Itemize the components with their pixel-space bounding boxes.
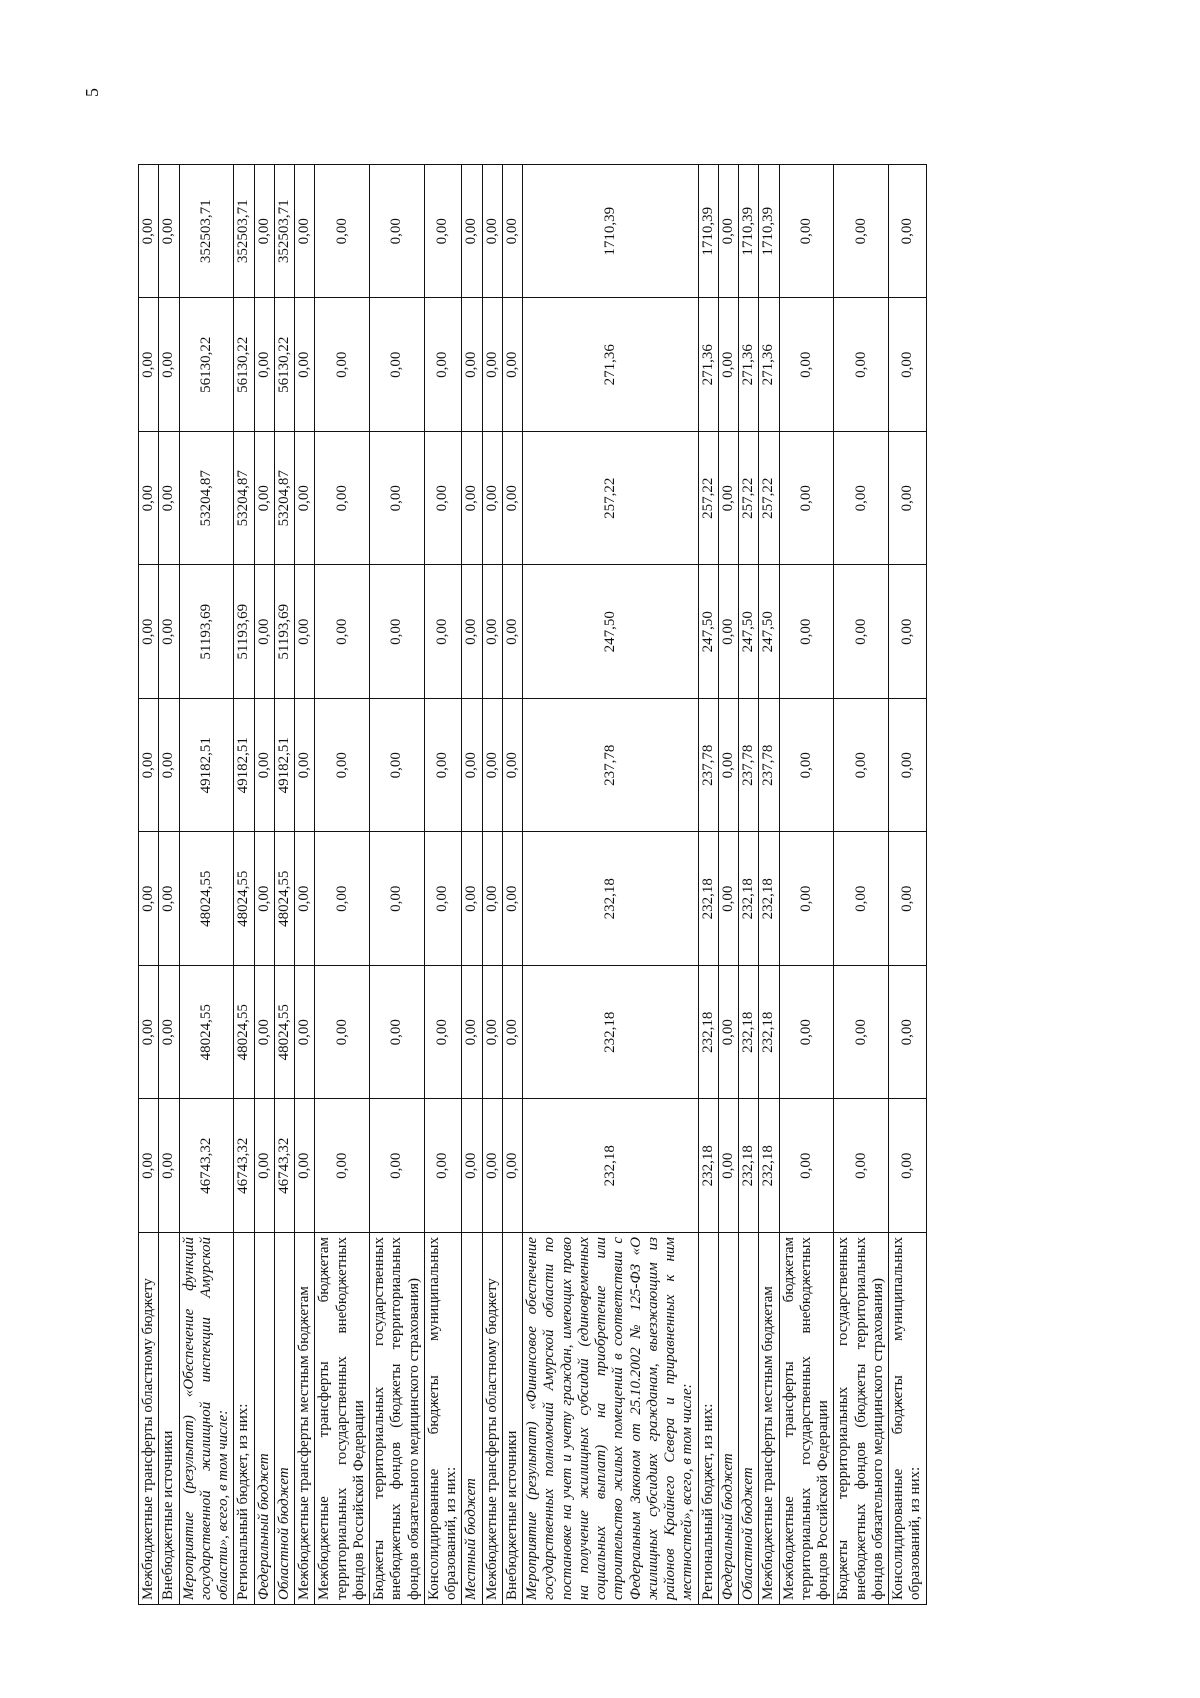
value-cell: 48024,55 bbox=[179, 966, 234, 1100]
value-cell: 0,00 bbox=[889, 565, 927, 699]
value-cell: 0,00 bbox=[370, 699, 425, 833]
value-cell: 0,00 bbox=[315, 432, 370, 566]
value-cell: 0,00 bbox=[295, 832, 315, 966]
value-cell: 0,00 bbox=[482, 432, 502, 566]
value-cell: 0,00 bbox=[424, 565, 462, 699]
value-cell: 0,00 bbox=[462, 565, 482, 699]
value-cell: 0,00 bbox=[370, 432, 425, 566]
value-cell: 1710,39 bbox=[523, 165, 699, 299]
value-cell: 0,00 bbox=[482, 298, 502, 432]
value-cell: 232,18 bbox=[523, 1099, 699, 1233]
value-cell: 0,00 bbox=[424, 699, 462, 833]
row-label: Областной бюджет bbox=[274, 1233, 294, 1605]
value-cell: 0,00 bbox=[502, 165, 522, 299]
value-cell: 56130,22 bbox=[234, 298, 254, 432]
table-row bbox=[759, 165, 779, 1605]
value-cell: 53204,87 bbox=[234, 432, 254, 566]
value-cell: 56130,22 bbox=[179, 298, 234, 432]
value-cell: 0,00 bbox=[159, 165, 179, 299]
value-cell: 0,00 bbox=[295, 298, 315, 432]
table-row bbox=[698, 165, 718, 1605]
value-cell: 0,00 bbox=[159, 1099, 179, 1233]
value-cell: 0,00 bbox=[779, 966, 834, 1100]
value-cell: 0,00 bbox=[295, 1099, 315, 1233]
value-cell: 0,00 bbox=[370, 966, 425, 1100]
row-label: Мероприятие (результат) «Финансовое обеспечение государственных полномочий Амурской области по постановке на учет и учету граждан, имеющих право на получение жилищных субсидий (единовременных социальных выплат) на приобретение или строительство жилых помещений в соответствии с Федеральным Законом от 25.10.2002 № 125-ФЗ «О жилищных субсидиях гражданам, выезжающим из районов Крайнего Севера и приравненных к ним местностей», всего, в том числе: bbox=[523, 1233, 699, 1605]
value-cell: 247,50 bbox=[698, 565, 718, 699]
row-label: Межбюджетные трансферты местным бюджетам bbox=[295, 1233, 315, 1605]
value-cell: 0,00 bbox=[718, 298, 738, 432]
table-row bbox=[502, 165, 522, 1605]
value-cell: 49182,51 bbox=[274, 699, 294, 833]
value-cell: 0,00 bbox=[254, 966, 274, 1100]
value-cell: 232,18 bbox=[523, 832, 699, 966]
value-cell: 0,00 bbox=[502, 432, 522, 566]
value-cell: 0,00 bbox=[462, 1099, 482, 1233]
value-cell: 0,00 bbox=[482, 1099, 502, 1233]
value-cell: 0,00 bbox=[482, 832, 502, 966]
value-cell: 0,00 bbox=[462, 432, 482, 566]
value-cell: 0,00 bbox=[779, 699, 834, 833]
value-cell: 232,18 bbox=[698, 1099, 718, 1233]
value-cell: 0,00 bbox=[482, 966, 502, 1100]
value-cell: 247,50 bbox=[759, 565, 779, 699]
value-cell: 48024,55 bbox=[274, 966, 294, 1100]
value-cell: 0,00 bbox=[159, 298, 179, 432]
value-cell: 0,00 bbox=[779, 165, 834, 299]
value-cell: 0,00 bbox=[139, 298, 159, 432]
value-cell: 0,00 bbox=[315, 699, 370, 833]
value-cell: 46743,32 bbox=[179, 1099, 234, 1233]
value-cell: 48024,55 bbox=[179, 832, 234, 966]
value-cell: 0,00 bbox=[315, 832, 370, 966]
value-cell: 232,18 bbox=[523, 966, 699, 1100]
row-label: Бюджеты территориальных государственных внебюджетных фондов (бюджеты территориальных фондов обязательного медицинского страхования) bbox=[834, 1233, 889, 1605]
value-cell: 0,00 bbox=[139, 432, 159, 566]
table-row bbox=[179, 165, 234, 1605]
table-row bbox=[254, 165, 274, 1605]
value-cell: 0,00 bbox=[370, 298, 425, 432]
value-cell: 0,00 bbox=[502, 832, 522, 966]
value-cell: 0,00 bbox=[779, 832, 834, 966]
value-cell: 0,00 bbox=[502, 699, 522, 833]
value-cell: 0,00 bbox=[295, 966, 315, 1100]
value-cell: 247,50 bbox=[739, 565, 759, 699]
value-cell: 237,78 bbox=[523, 699, 699, 833]
row-label: Региональный бюджет, из них: bbox=[234, 1233, 254, 1605]
value-cell: 0,00 bbox=[254, 832, 274, 966]
value-cell: 232,18 bbox=[739, 966, 759, 1100]
value-cell: 56130,22 bbox=[274, 298, 294, 432]
table-row bbox=[424, 165, 462, 1605]
value-cell: 0,00 bbox=[424, 298, 462, 432]
value-cell: 53204,87 bbox=[179, 432, 234, 566]
value-cell: 271,36 bbox=[523, 298, 699, 432]
value-cell: 0,00 bbox=[834, 966, 889, 1100]
value-cell: 1710,39 bbox=[698, 165, 718, 299]
value-cell: 257,22 bbox=[739, 432, 759, 566]
value-cell: 0,00 bbox=[834, 165, 889, 299]
row-label: Внебюджетные источники bbox=[159, 1233, 179, 1605]
value-cell: 0,00 bbox=[834, 1099, 889, 1233]
row-label: Межбюджетные трансферты областному бюджету bbox=[482, 1233, 502, 1605]
value-cell: 0,00 bbox=[502, 565, 522, 699]
value-cell: 0,00 bbox=[462, 298, 482, 432]
value-cell: 0,00 bbox=[139, 165, 159, 299]
table-row bbox=[139, 165, 159, 1605]
row-label: Мероприятие (результат) «Обеспечение функций государственной жилищной инспекции Амурской области», всего, в том числе: bbox=[179, 1233, 234, 1605]
value-cell: 48024,55 bbox=[234, 966, 254, 1100]
value-cell: 0,00 bbox=[370, 1099, 425, 1233]
table-row bbox=[834, 165, 889, 1605]
row-label: Областной бюджет bbox=[739, 1233, 759, 1605]
value-cell: 49182,51 bbox=[234, 699, 254, 833]
value-cell: 247,50 bbox=[523, 565, 699, 699]
value-cell: 0,00 bbox=[462, 165, 482, 299]
value-cell: 232,18 bbox=[759, 1099, 779, 1233]
value-cell: 0,00 bbox=[159, 832, 179, 966]
table-row bbox=[295, 165, 315, 1605]
value-cell: 0,00 bbox=[315, 298, 370, 432]
value-cell: 0,00 bbox=[159, 432, 179, 566]
value-cell: 0,00 bbox=[254, 432, 274, 566]
budget-table-body bbox=[139, 165, 927, 1605]
value-cell: 0,00 bbox=[718, 966, 738, 1100]
value-cell: 0,00 bbox=[889, 432, 927, 566]
value-cell: 0,00 bbox=[254, 1099, 274, 1233]
value-cell: 0,00 bbox=[424, 966, 462, 1100]
value-cell: 0,00 bbox=[424, 165, 462, 299]
table-row bbox=[889, 165, 927, 1605]
value-cell: 46743,32 bbox=[234, 1099, 254, 1233]
value-cell: 0,00 bbox=[718, 565, 738, 699]
value-cell: 257,22 bbox=[759, 432, 779, 566]
value-cell: 257,22 bbox=[698, 432, 718, 566]
table-row bbox=[739, 165, 759, 1605]
value-cell: 0,00 bbox=[424, 832, 462, 966]
value-cell: 232,18 bbox=[759, 832, 779, 966]
value-cell: 49182,51 bbox=[179, 699, 234, 833]
value-cell: 0,00 bbox=[254, 565, 274, 699]
value-cell: 0,00 bbox=[159, 699, 179, 833]
value-cell: 0,00 bbox=[139, 966, 159, 1100]
value-cell: 0,00 bbox=[370, 832, 425, 966]
value-cell: 0,00 bbox=[834, 832, 889, 966]
table-row bbox=[370, 165, 425, 1605]
value-cell: 0,00 bbox=[315, 966, 370, 1100]
value-cell: 51193,69 bbox=[234, 565, 254, 699]
value-cell: 48024,55 bbox=[234, 832, 254, 966]
row-label: Внебюджетные источники bbox=[502, 1233, 522, 1605]
value-cell: 0,00 bbox=[462, 966, 482, 1100]
value-cell: 0,00 bbox=[295, 432, 315, 566]
row-label: Консолидированные бюджеты муниципальных образований, из них: bbox=[889, 1233, 927, 1605]
value-cell: 51193,69 bbox=[179, 565, 234, 699]
value-cell: 48024,55 bbox=[274, 832, 294, 966]
value-cell: 0,00 bbox=[718, 1099, 738, 1233]
value-cell: 237,78 bbox=[698, 699, 718, 833]
value-cell: 0,00 bbox=[779, 1099, 834, 1233]
value-cell: 0,00 bbox=[139, 699, 159, 833]
value-cell: 0,00 bbox=[370, 165, 425, 299]
value-cell: 0,00 bbox=[139, 1099, 159, 1233]
value-cell: 0,00 bbox=[779, 298, 834, 432]
value-cell: 0,00 bbox=[502, 1099, 522, 1233]
rotated-table-container bbox=[138, 165, 924, 1605]
value-cell: 0,00 bbox=[315, 565, 370, 699]
value-cell: 0,00 bbox=[462, 832, 482, 966]
value-cell: 0,00 bbox=[159, 565, 179, 699]
value-cell: 0,00 bbox=[889, 832, 927, 966]
table-row bbox=[718, 165, 738, 1605]
value-cell: 0,00 bbox=[718, 699, 738, 833]
value-cell: 0,00 bbox=[834, 565, 889, 699]
value-cell: 232,18 bbox=[698, 966, 718, 1100]
row-label: Региональный бюджет, из них: bbox=[698, 1233, 718, 1605]
table-row bbox=[462, 165, 482, 1605]
value-cell: 352503,71 bbox=[274, 165, 294, 299]
row-label: Федеральный бюджет bbox=[718, 1233, 738, 1605]
value-cell: 0,00 bbox=[834, 699, 889, 833]
value-cell: 0,00 bbox=[779, 432, 834, 566]
row-label: Консолидированные бюджеты муниципальных образований, из них: bbox=[424, 1233, 462, 1605]
table-row bbox=[159, 165, 179, 1605]
value-cell: 271,36 bbox=[759, 298, 779, 432]
value-cell: 237,78 bbox=[739, 699, 759, 833]
table-row bbox=[274, 165, 294, 1605]
value-cell: 0,00 bbox=[139, 832, 159, 966]
value-cell: 352503,71 bbox=[234, 165, 254, 299]
table-row bbox=[779, 165, 834, 1605]
value-cell: 0,00 bbox=[482, 565, 502, 699]
value-cell: 0,00 bbox=[159, 966, 179, 1100]
value-cell: 0,00 bbox=[295, 565, 315, 699]
value-cell: 0,00 bbox=[424, 432, 462, 566]
budget-table bbox=[138, 164, 927, 1605]
table-row bbox=[523, 165, 699, 1605]
value-cell: 53204,87 bbox=[274, 432, 294, 566]
row-label: Межбюджетные трансферты местным бюджетам bbox=[759, 1233, 779, 1605]
value-cell: 0,00 bbox=[295, 699, 315, 833]
value-cell: 0,00 bbox=[139, 565, 159, 699]
table-row bbox=[234, 165, 254, 1605]
value-cell: 232,18 bbox=[739, 1099, 759, 1233]
value-cell: 0,00 bbox=[834, 432, 889, 566]
value-cell: 0,00 bbox=[834, 298, 889, 432]
value-cell: 0,00 bbox=[718, 832, 738, 966]
row-label: Межбюджетные трансферты бюджетам территориальных государственных внебюджетных фондов Российской Федерации bbox=[779, 1233, 834, 1605]
value-cell: 0,00 bbox=[315, 1099, 370, 1233]
value-cell: 257,22 bbox=[523, 432, 699, 566]
value-cell: 0,00 bbox=[424, 1099, 462, 1233]
value-cell: 0,00 bbox=[315, 165, 370, 299]
value-cell: 0,00 bbox=[779, 565, 834, 699]
value-cell: 1710,39 bbox=[759, 165, 779, 299]
value-cell: 352503,71 bbox=[179, 165, 234, 299]
value-cell: 0,00 bbox=[370, 565, 425, 699]
row-label: Бюджеты территориальных государственных внебюджетных фондов (бюджеты территориальных фондов обязательного медицинского страхования) bbox=[370, 1233, 425, 1605]
row-label: Федеральный бюджет bbox=[254, 1233, 274, 1605]
value-cell: 232,18 bbox=[759, 966, 779, 1100]
value-cell: 0,00 bbox=[254, 699, 274, 833]
value-cell: 232,18 bbox=[739, 832, 759, 966]
value-cell: 51193,69 bbox=[274, 565, 294, 699]
value-cell: 0,00 bbox=[889, 298, 927, 432]
table-row bbox=[315, 165, 370, 1605]
value-cell: 0,00 bbox=[482, 699, 502, 833]
value-cell: 0,00 bbox=[502, 966, 522, 1100]
value-cell: 237,78 bbox=[759, 699, 779, 833]
value-cell: 232,18 bbox=[698, 832, 718, 966]
value-cell: 0,00 bbox=[482, 165, 502, 299]
row-label: Межбюджетные трансферты областному бюджету bbox=[139, 1233, 159, 1605]
value-cell: 0,00 bbox=[295, 165, 315, 299]
value-cell: 0,00 bbox=[889, 966, 927, 1100]
value-cell: 0,00 bbox=[502, 298, 522, 432]
value-cell: 0,00 bbox=[254, 165, 274, 299]
table-row bbox=[482, 165, 502, 1605]
value-cell: 0,00 bbox=[889, 1099, 927, 1233]
value-cell: 0,00 bbox=[889, 699, 927, 833]
value-cell: 0,00 bbox=[254, 298, 274, 432]
value-cell: 0,00 bbox=[462, 699, 482, 833]
value-cell: 0,00 bbox=[718, 432, 738, 566]
value-cell: 0,00 bbox=[718, 165, 738, 299]
value-cell: 271,36 bbox=[739, 298, 759, 432]
value-cell: 1710,39 bbox=[739, 165, 759, 299]
page-number: 5 bbox=[82, 88, 102, 97]
value-cell: 0,00 bbox=[889, 165, 927, 299]
value-cell: 271,36 bbox=[698, 298, 718, 432]
value-cell: 46743,32 bbox=[274, 1099, 294, 1233]
row-label: Межбюджетные трансферты бюджетам территориальных государственных внебюджетных фондов Российской Федерации bbox=[315, 1233, 370, 1605]
row-label: Местный бюджет bbox=[462, 1233, 482, 1605]
